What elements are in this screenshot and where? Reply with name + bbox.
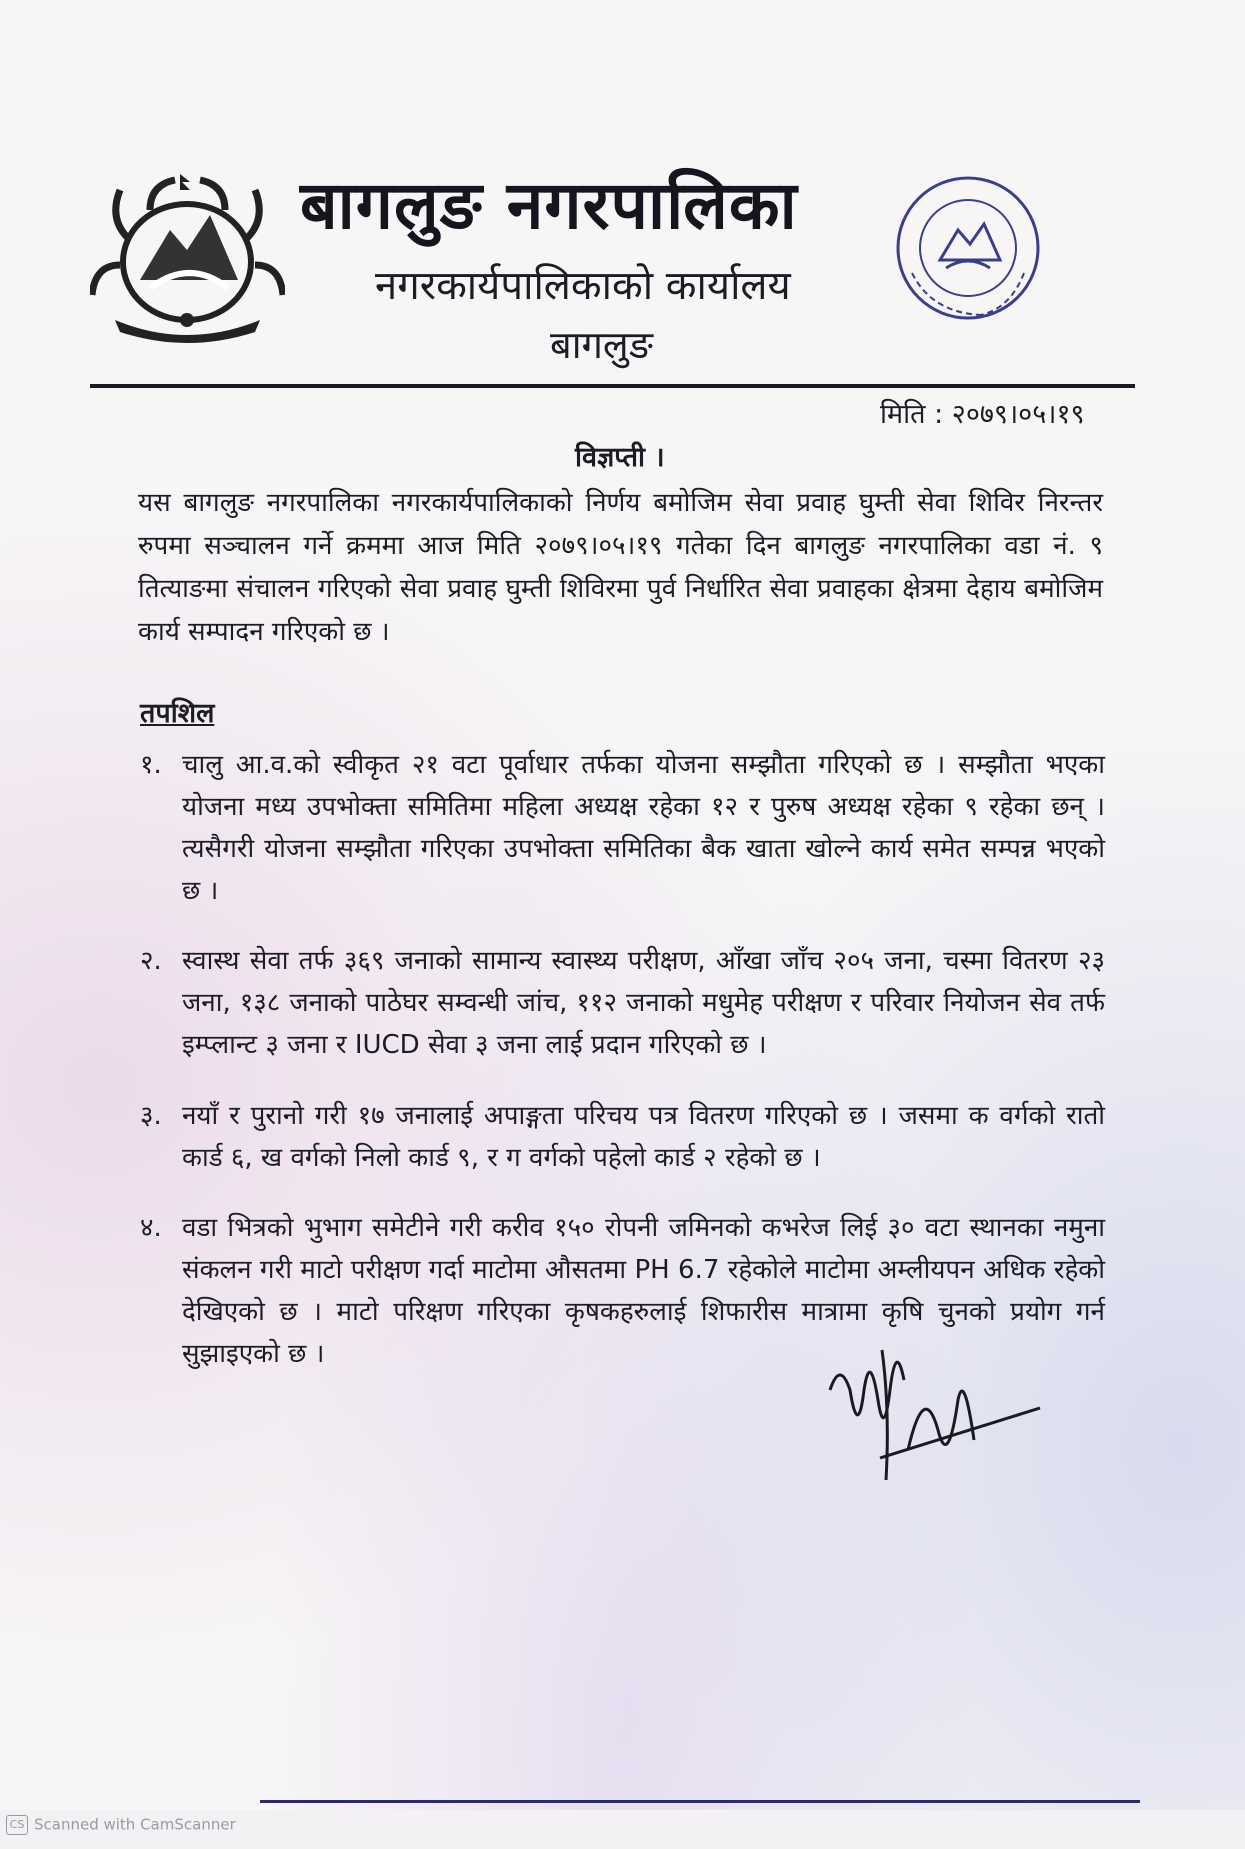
list-item-number: २. [140, 946, 162, 976]
office-place: बागलुङ [550, 323, 653, 367]
list-item [140, 1095, 1105, 1179]
intro-paragraph: यस बागलुङ नगरपालिका नगरकार्यपालिकाको निर्णय बमोजिम सेवा प्रवाह घुम्ती सेवा शिविर निरन्तर रुपमा सञ्चालन गर्ने क्रममा आज मिति २०७९।०५।१९ गतेका दिन बागलुङ नगरपालिका वडा नं. ९ तित्याङमा संचालन गरिएको सेवा प्रवाह घुम्ती शिविरमा पुर्व निर्धारित सेवा प्रवाहका क्षेत्रमा देहाय बमोजिम कार्य सम्पादन गरिएको छ । [138, 488, 1103, 647]
office-subtitle: नगरकार्यपालिकाको कार्यालय [375, 263, 791, 309]
municipality-title: बागलुङ नगरपालिका [300, 167, 798, 244]
list-item-text: चालु आ.व.को स्वीकृत २१ वटा पूर्वाधार तर्फका योजना सम्झौता गरिएको छ । सम्झौता भएका योजना मध्य उपभोक्ता समितिमा महिला अध्यक्ष रहेका १२ र पुरुष अध्यक्ष रहेका ९ रहेका छन् । त्यसैगरी योजना सम्झौता गरिएका उपभोक्ता समितिका बैक खाता खोल्ने कार्य समेत सम्पन्न भएको छ । [182, 750, 1105, 906]
list-item-text: वडा भित्रको भुभाग समेटीने गरी करीव १५० रोपनी जमिनको कभरेज लिई ३० वटा स्थानका नमुना संकलन गरी माटो परीक्षण गर्दा माटोमा औसतमा PH 6.7 रहेकोले माटोमा अम्लीयपन अधिक रहेको देखिएको छ । माटो परिक्षण गरिएका कृषकहरुलाई शिफारीस मात्रामा कृषि चुनको प्रयोग गर्न सुझाइएको छ । [182, 1213, 1105, 1369]
list-item [140, 744, 1105, 912]
list-item-number: १. [140, 750, 162, 780]
list-item-text: स्वास्थ सेवा तर्फ ३६९ जनाको सामान्य स्वास्थ्य परीक्षण, आँखा जाँच २०५ जना, चस्मा वितरण २३ जना, १३८ जनाको पाठेघर सम्वन्धी जांच, ११२ जनाको मधुमेह परीक्षण र परिवार नियोजन सेव तर्फ इम्प्लान्ट ३ जना र IUCD सेवा ३ जना लाई प्रदान गरिएको छ । [182, 946, 1105, 1060]
header-divider [90, 384, 1135, 388]
camscanner-logo-icon: CS [6, 1815, 28, 1835]
issue-date: मिति : २०७९।०५।१९ [880, 399, 1085, 430]
signature-mark [820, 1330, 1050, 1510]
list-item [140, 940, 1105, 1066]
notice-heading: विज्ञप्ती । [575, 442, 665, 473]
scanner-watermark-text: Scanned with CamScanner [34, 1815, 236, 1834]
list-item-number: ३. [140, 1101, 162, 1131]
list-item-number: ४. [140, 1213, 162, 1243]
scanner-watermark [6, 1815, 326, 1835]
nepal-emblem-icon [90, 170, 285, 345]
bottom-divider [260, 1800, 1140, 1803]
office-seal-stamp [888, 168, 1048, 328]
details-heading: तपशिल [140, 698, 215, 729]
list-item-text: नयाँ र पुरानो गरी १७ जनालाई अपाङ्गता परिचय पत्र वितरण गरिएको छ । जसमा क वर्गको रातो कार्ड ६, ख वर्गको निलो कार्ड ९, र ग वर्गको पहेलो कार्ड २ रहेको छ । [182, 1101, 1105, 1173]
